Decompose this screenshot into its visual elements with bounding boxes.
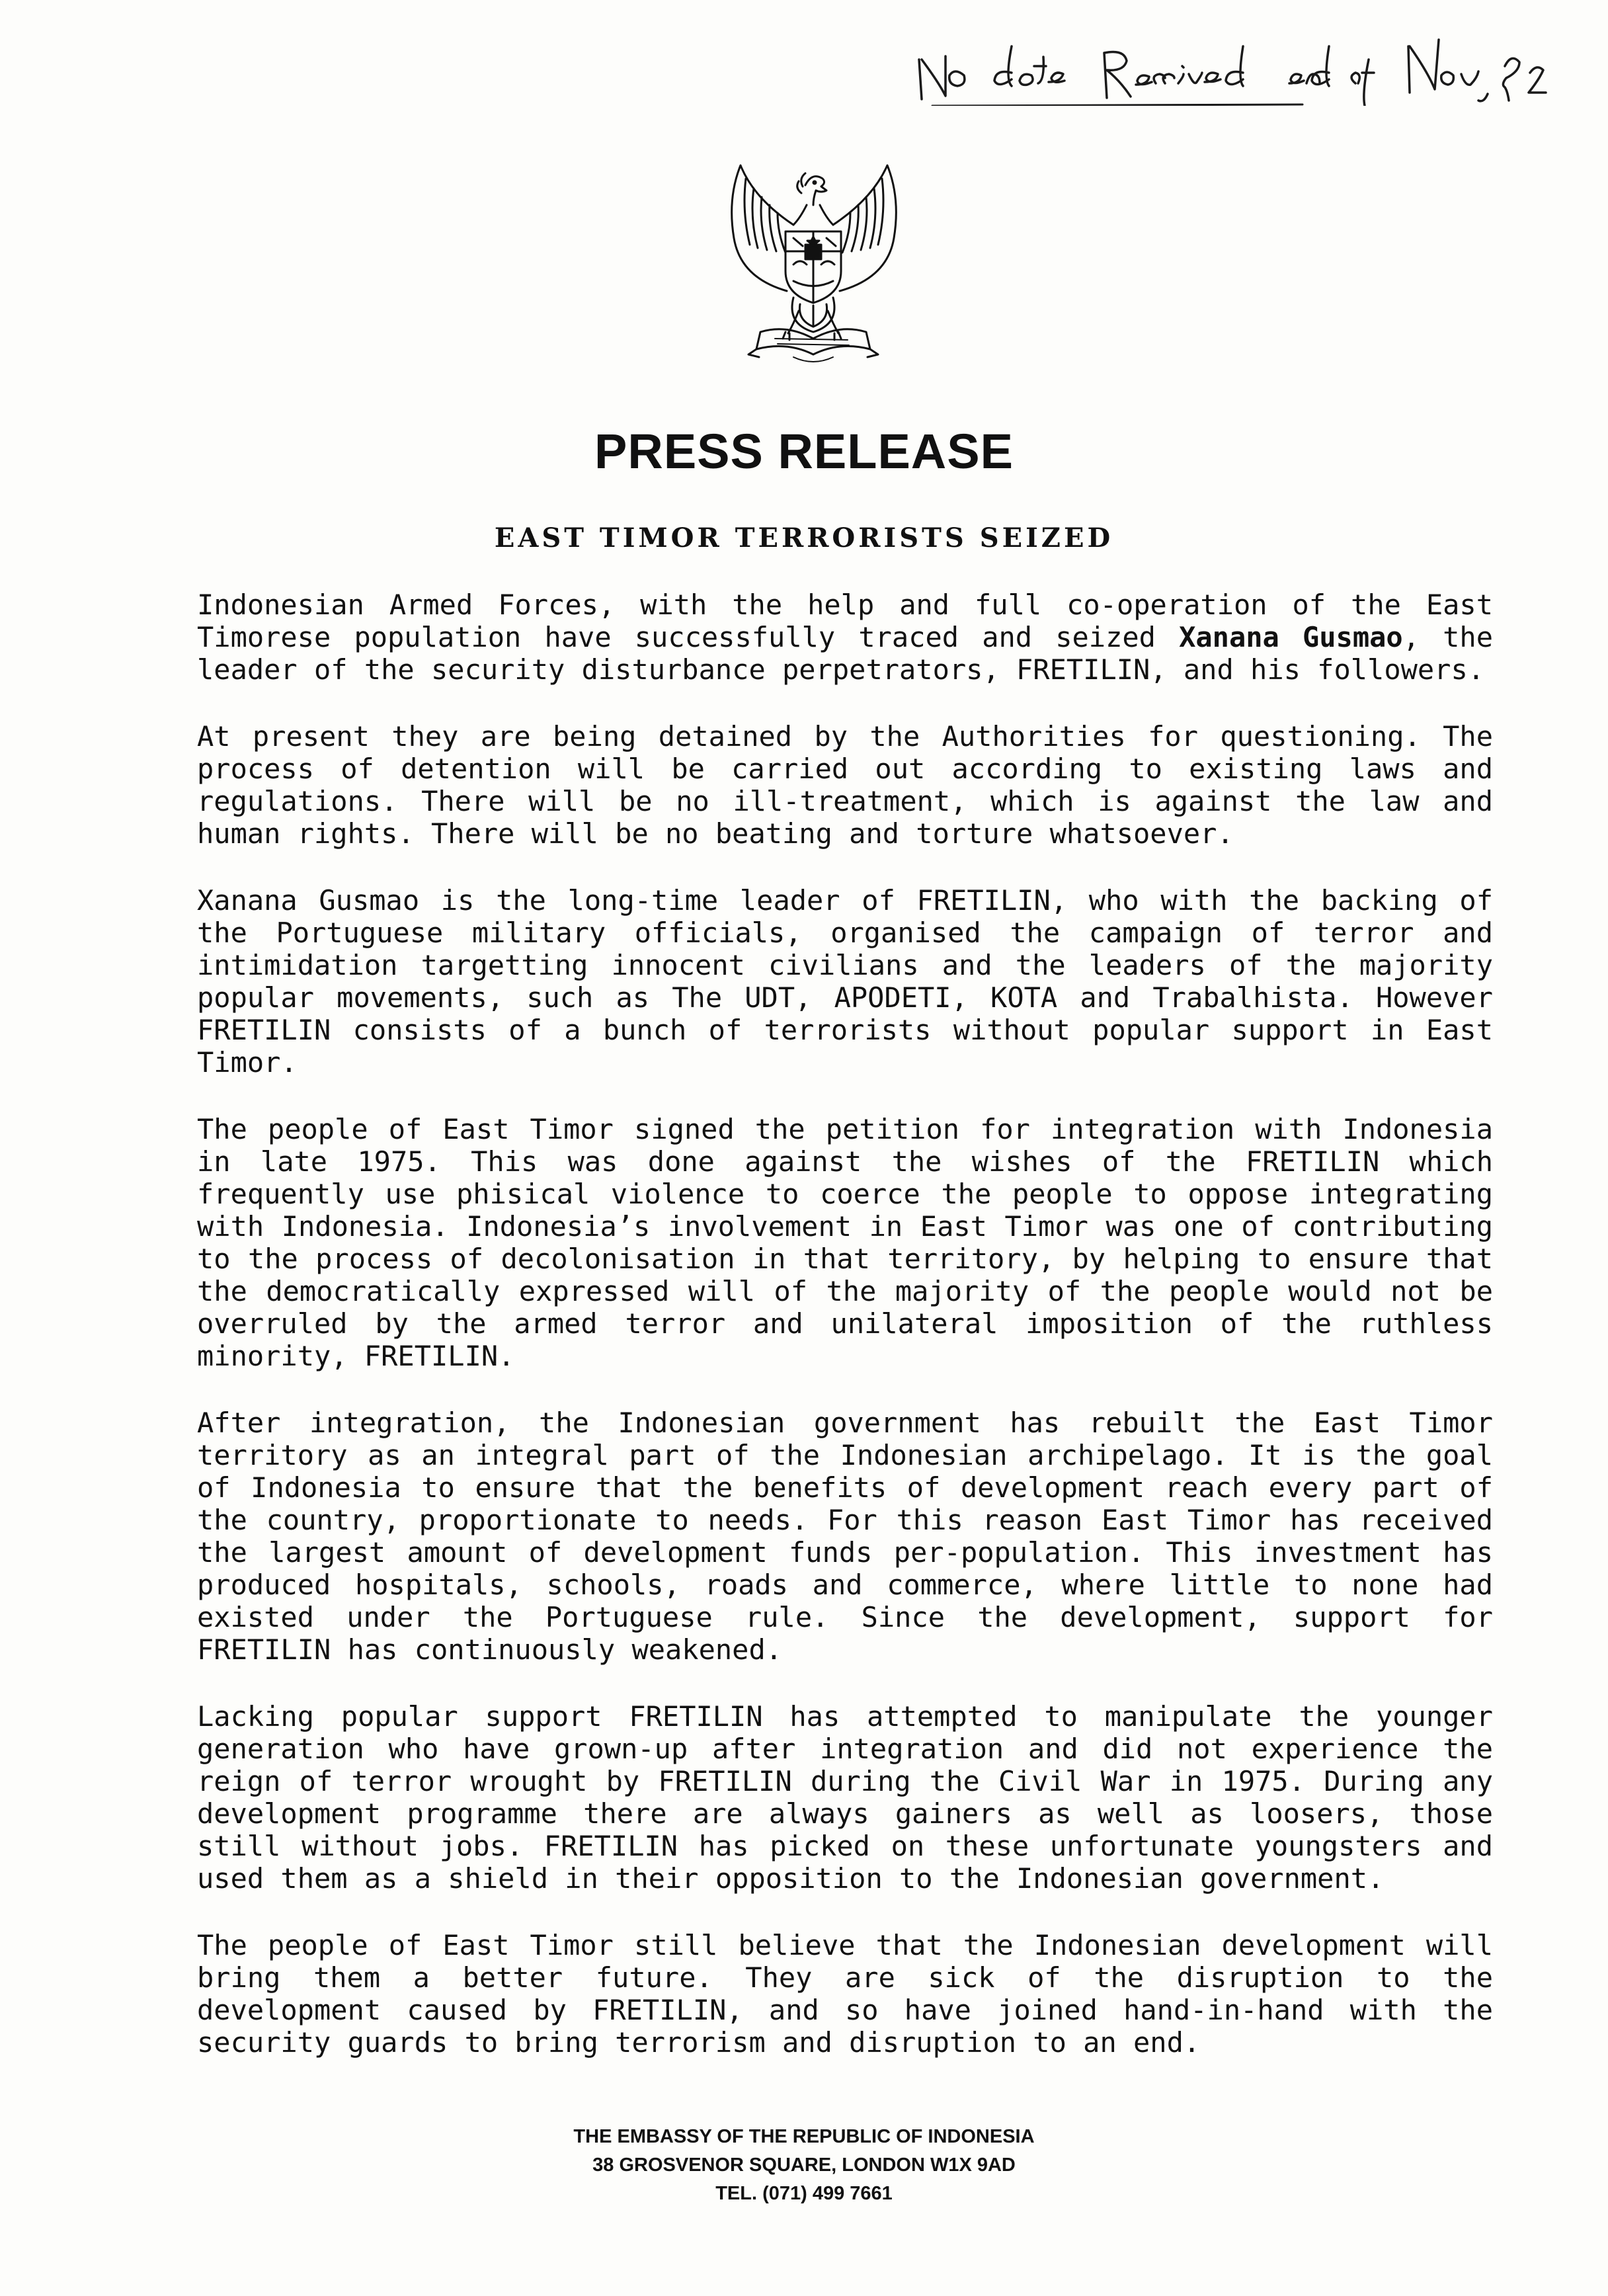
paragraph-5: After integration, the Indonesian government has rebuilt the East Timor territory as an integral part of the Indonesian archipelago. It is the goal of Indonesia to ensure that the benefits of development reach every part of the country, proportionate to needs. For this reason East Timor has received the largest amount of development funds per-population. This investment has produced hospitals, schools, roads and commerce, where little to none had existed under the Portuguese rule. Since the development, support for FRETILIN has continuously weakened. bbox=[197, 1407, 1493, 1666]
paragraph-1-text-end: , the leader of the security disturbance perpetrators, FRETILIN, and his followers. bbox=[197, 621, 1493, 686]
page-title: PRESS RELEASE bbox=[594, 424, 1014, 479]
paragraph-2: At present they are being detained by the Authorities for questioning. The process of detention will be carried out according to existing laws and regulations. There will be no ill-treatment, which is against the law and human rights. There will be no beating and torture whatsoever. bbox=[197, 720, 1493, 850]
headline: EAST TIMOR TERRORISTS SEIZED bbox=[494, 522, 1114, 554]
paragraph-1 bbox=[197, 589, 1493, 686]
handwritten-annotation bbox=[906, 20, 1593, 106]
garuda-emblem-icon bbox=[714, 159, 912, 377]
footer-embassy-name: THE EMBASSY OF THE REPUBLIC OF INDONESIA bbox=[573, 2126, 1035, 2147]
press-release-body bbox=[197, 589, 1493, 2093]
embassy-footer bbox=[0, 2123, 1608, 2208]
coat-of-arms-drawing bbox=[714, 159, 912, 377]
paragraph-3: Xanana Gusmao is the long-time leader of FRETILIN, who with the backing of the Portuguese military officials, organised the campaign of terror and intimidation targetting innocent civilians and the leaders of the majority popular movements, such as The UDT, APODETI, KOTA and Trabalhista. However FRETILIN consists of a bunch of terrorists without popular support in East Timor. bbox=[197, 884, 1493, 1079]
paragraph-4: The people of East Timor signed the petition for integration with Indonesia in late 1975. This was done against the wishes of the FRETILIN which frequently use phisical violence to coerce the people to oppose integrating with Indonesia. Indonesia’s involvement in East Timor was one of contributing to the process of decolonisation in that territory, by helping to ensure that the democratically expressed will of the majority of the people would not be overruled by the armed terror and unilateral imposition of the ruthless minority, FRETILIN. bbox=[197, 1113, 1493, 1372]
paragraph-1-text-start: Indonesian Armed Forces, with the help and full co-operation of the East Timorese population have successfully traced and seized bbox=[197, 589, 1493, 653]
paragraph-1-bold-name: Xanana Gusmao bbox=[1179, 621, 1403, 653]
paragraph-6: Lacking popular support FRETILIN has attempted to manipulate the younger generation who have grown-up after integration and did not experience the reign of terror wrought by FRETILIN during the Civil War in 1975. During any development programme there are always gainers as well as loosers, those still without jobs. FRETILIN has picked on these unfortunate youngsters and used them as a shield in their opposition to the Indonesian government. bbox=[197, 1700, 1493, 1895]
handwriting-scribble bbox=[906, 20, 1593, 106]
footer-telephone: TEL. (071) 499 7661 bbox=[715, 2183, 893, 2204]
footer-address: 38 GROSVENOR SQUARE, LONDON W1X 9AD bbox=[592, 2154, 1016, 2176]
paragraph-7: The people of East Timor still believe that the Indonesian development will bring them a better future. They are sick of the disruption to the development caused by FRETILIN, and so have joined hand-in-hand with the security guards to bring terrorism and disruption to an end. bbox=[197, 1929, 1493, 2059]
